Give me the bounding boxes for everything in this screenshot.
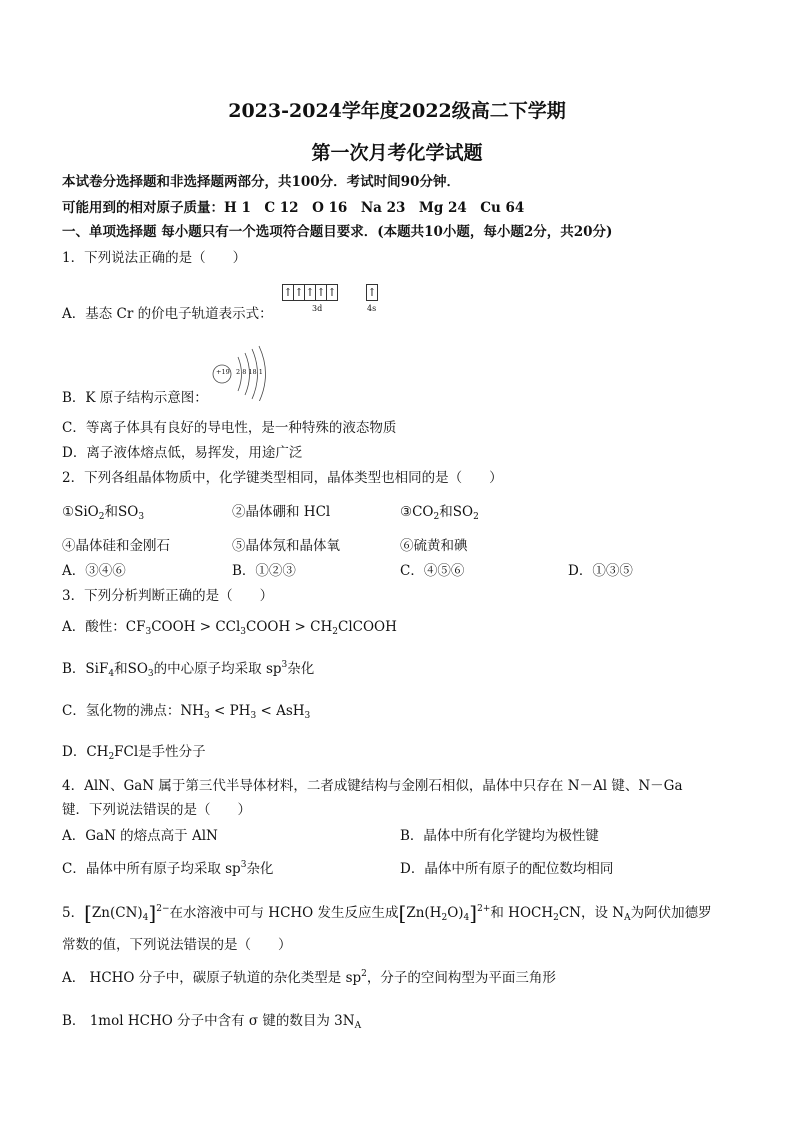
exam-info: 本试卷分选择题和非选择题两部分，共100分．考试时间90分钟． <box>62 174 460 190</box>
q3-option-c <box>62 702 310 720</box>
q2-stem: 2．下列各组晶体物质中，化学键类型相同，晶体类型也相同的是（ ） <box>62 470 503 486</box>
q3-option-d <box>62 743 206 761</box>
subscript: 2 <box>473 512 479 522</box>
k-shell-electrons: 2 8 18 1 <box>236 368 263 376</box>
exam-subtitle: 第一次月考化学试题 <box>311 142 483 164</box>
subscript: 3 <box>145 627 152 637</box>
text-span: < PH <box>209 703 251 719</box>
q2-option-b: B．①②③ <box>232 563 296 579</box>
text-span: COOH > CCl <box>151 619 241 635</box>
subscript: 3 <box>240 627 247 637</box>
subscript: 2 <box>433 512 440 522</box>
subscript: 3 <box>250 711 257 721</box>
orbital-cell: ↑ <box>367 286 377 299</box>
text-span: 杂化 <box>287 661 315 677</box>
text-span: SiF <box>85 661 109 677</box>
q1-option-c: C．等离子体具有良好的导电性，是一种特殊的液态物质 <box>62 420 397 436</box>
q5-stem-line2: 常数的值，下列说法错误的是（ ） <box>62 937 292 953</box>
text-span: COOH > CH <box>246 619 333 635</box>
subscript: 3 <box>138 512 145 522</box>
q1-option-b: B．K 原子结构示意图： <box>62 390 208 406</box>
q1-option-d: D．离子液体熔点低，易挥发，用途广泛 <box>62 445 303 461</box>
q2-item-6: ⑥硫黄和碘 <box>400 538 468 554</box>
orbital-cell: ↑ <box>294 286 304 299</box>
bracket-right: ] <box>148 901 157 925</box>
q3-option-b <box>62 660 314 678</box>
q5-option-a <box>62 969 556 987</box>
subscript: 2 <box>553 913 559 923</box>
q3-stem: 3．下列分析判断正确的是（ ） <box>62 588 274 604</box>
subscript: 3 <box>203 711 210 721</box>
q5-stem-line1 <box>62 901 712 925</box>
subscript: 4 <box>463 913 470 923</box>
text-span: < AsH <box>256 703 305 719</box>
text-span: 和SO <box>114 661 148 677</box>
subscript: 4 <box>142 913 149 923</box>
subscript: A <box>354 1021 362 1031</box>
bracket-left: [ <box>84 901 92 925</box>
exam-title: 2023-2024学年度2022级高二下学期 <box>228 100 566 122</box>
subscript: 2 <box>441 913 448 923</box>
text-span: A．酸性： <box>62 619 126 635</box>
text-span: 的中心原子均采取 sp <box>153 661 282 677</box>
text-span: ③CO <box>400 504 434 520</box>
q4-stem-line1: 4．AlN、GaN 属于第三代半导体材料，二者成键结构与金刚石相似，晶体中只存在 N－Al 键、N－Ga <box>62 778 683 794</box>
q4-option-c <box>62 860 273 878</box>
q3-option-a <box>62 618 397 636</box>
text-span: ，分子的空间构型为平面三角形 <box>366 970 556 986</box>
q4-stem-line2: 键．下列说法错误的是（ ） <box>62 802 251 818</box>
q4-option-a: A．GaN 的熔点高于 AlN <box>62 828 218 844</box>
q2-item-5: ⑤晶体氖和晶体氧 <box>232 538 340 554</box>
orbital-label-3d: 3d <box>312 304 323 313</box>
text-span: NH <box>180 703 204 719</box>
superscript: 2 <box>361 969 367 979</box>
subscript: 3 <box>304 711 311 721</box>
orbital-box-4s <box>366 284 378 301</box>
q2-option-a: A．③④⑥ <box>62 563 126 579</box>
q2-item-1 <box>62 503 144 521</box>
text-span: C．氢化物的沸点： <box>62 703 181 719</box>
q1-option-a: A．基态 Cr 的价电子轨道表示式： <box>62 306 273 322</box>
q2-option-d: D．①③⑤ <box>568 563 633 579</box>
bracket-right: ] <box>469 901 478 925</box>
superscript: 2+ <box>477 904 491 914</box>
text-span: A． HCHO 分子中，碳原子轨道的杂化类型是 sp <box>62 970 362 986</box>
text-span: 为阿伏加德罗 <box>630 905 712 921</box>
q2-item-3 <box>400 503 479 521</box>
q2-option-c: C．④⑤⑥ <box>400 563 465 579</box>
q4-option-b: B．晶体中所有化学键均为极性键 <box>400 828 599 844</box>
bracket-left: [ <box>398 901 407 925</box>
text-span: 和SO <box>104 504 139 520</box>
q4-option-d: D．晶体中所有原子的配位数均相同 <box>400 861 614 877</box>
text-span: CH <box>86 744 109 760</box>
text-span: CN，设 N <box>558 905 625 921</box>
text-span: ClCOOH <box>338 619 397 635</box>
orbital-cell: ↑ <box>327 286 337 299</box>
q2-item-2: ②晶体硼和 HCl <box>232 504 331 520</box>
subscript: 3 <box>147 669 154 679</box>
subscript: A <box>624 913 631 923</box>
subscript: 4 <box>108 669 115 679</box>
text-span: 杂化 <box>246 861 274 877</box>
superscript: 2− <box>156 904 170 914</box>
orbital-box-3d <box>282 284 338 301</box>
q5-option-b <box>62 1012 361 1030</box>
orbital-cell: ↑ <box>316 286 326 299</box>
text-span: CF <box>125 619 146 635</box>
k-nucleus-label: +19 <box>216 368 230 376</box>
q2-item-4: ④晶体硅和金刚石 <box>62 538 170 554</box>
section-heading: 一、单项选择题 每小题只有一个选项符合题目要求．(本题共10小题，每小题2分，共20分) <box>62 224 613 240</box>
text-span: 在水溶液中可与 HCHO 发生反应生成 <box>169 905 399 921</box>
text-span: 5． <box>62 905 85 921</box>
subscript: 2 <box>332 627 338 637</box>
text-span: FCl是手性分子 <box>114 744 206 760</box>
text-span: Zn(H <box>406 905 442 921</box>
orbital-cell: ↑ <box>305 286 315 299</box>
atomic-masses: 可能用到的相对原子质量：H 1 C 12 O 16 Na 23 Mg 24 Cu 64 <box>62 200 525 216</box>
orbital-label-4s: 4s <box>367 304 377 313</box>
text-span: C．晶体中所有原子均采取 sp <box>62 861 241 877</box>
superscript: 3 <box>281 660 288 670</box>
text-span: B． <box>62 661 86 677</box>
text-span: O) <box>447 905 464 921</box>
text-span: D． <box>62 744 87 760</box>
orbital-cell: ↑ <box>283 286 293 299</box>
text-span: Zn(CN) <box>91 905 143 921</box>
text-span: 和SO <box>439 504 474 520</box>
q1-stem: 1．下列说法正确的是（ ） <box>62 250 247 266</box>
text-span: B． 1mol HCHO 分子中含有 σ 键的数目为 3N <box>62 1013 355 1029</box>
text-span: 和 HOCH <box>490 905 554 921</box>
text-span: ①SiO <box>62 504 99 520</box>
subscript: 2 <box>98 512 105 522</box>
subscript: 2 <box>108 752 115 762</box>
superscript: 3 <box>240 860 247 870</box>
